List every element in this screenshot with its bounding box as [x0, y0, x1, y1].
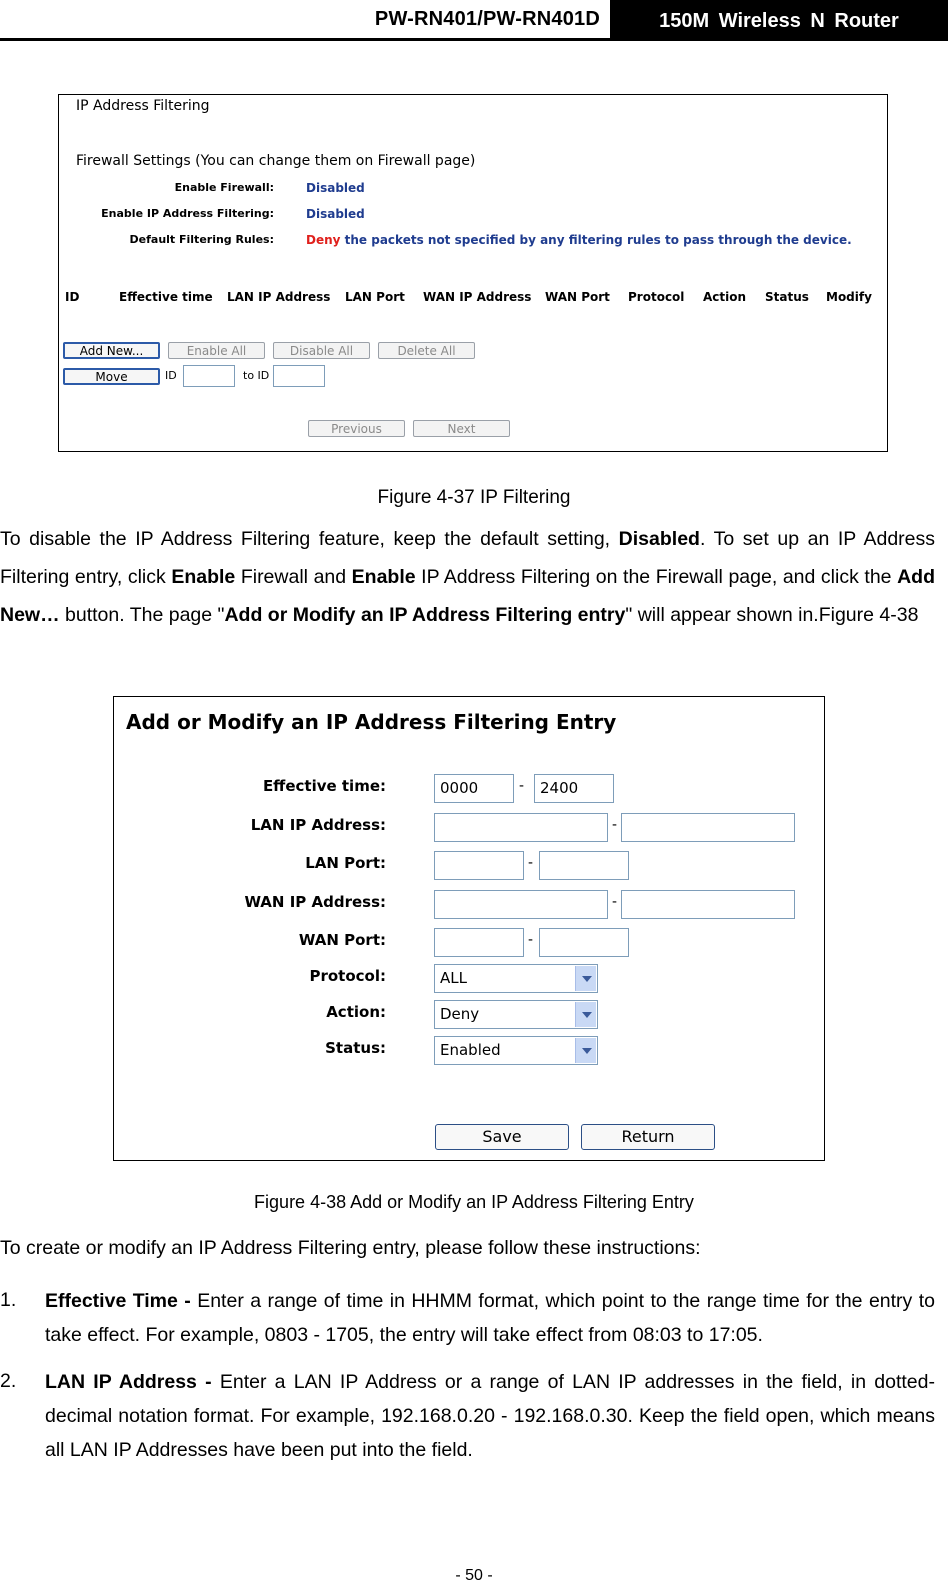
return-button[interactable]: Return — [581, 1124, 715, 1150]
model-name: PW-RN401/PW-RN401D — [374, 8, 600, 30]
col-wan-port: WAN Port — [545, 290, 610, 304]
para-text: " will appear shown in.Figure 4-38 — [625, 604, 919, 626]
chevron-down-icon[interactable] — [575, 1038, 596, 1063]
list-item-term: LAN IP Address - — [45, 1371, 220, 1393]
time-start-input[interactable]: 0000 — [434, 774, 514, 803]
para-text: . To set up an IP Address Filtering entry, click — [0, 528, 935, 588]
previous-button[interactable]: Previous — [308, 420, 405, 437]
action-label: Action: — [326, 1003, 386, 1021]
para-text: Firewall and — [235, 566, 352, 588]
lan-port-label: LAN Port: — [305, 854, 386, 872]
chevron-down-icon[interactable] — [575, 966, 596, 991]
move-to-id-input[interactable] — [273, 365, 325, 387]
lan-ip-start-input[interactable] — [434, 813, 608, 842]
move-button[interactable]: Move — [63, 368, 160, 385]
lan-port-end-input[interactable] — [539, 851, 629, 880]
enable-firewall-label: Enable Firewall: — [174, 181, 274, 194]
para-text: To disable the IP Address Filtering feature, keep the default setting, — [0, 528, 619, 550]
wan-ip-dash: - — [612, 893, 617, 910]
enable-ip-filtering-value: Disabled — [306, 207, 365, 221]
col-protocol: Protocol — [628, 290, 685, 304]
chevron-down-icon[interactable] — [575, 1002, 596, 1027]
page-number: - 50 - — [455, 1567, 493, 1584]
para-bold: Disabled — [618, 528, 700, 550]
col-action: Action — [703, 290, 747, 304]
instructions-intro: To create or modify an IP Address Filtering entry, please follow these instructions: — [0, 1237, 701, 1259]
para-bold: Enable — [171, 566, 236, 588]
entry-form-title: Add or Modify an IP Address Filtering Entry — [126, 710, 617, 734]
default-rules-label: Default Filtering Rules: — [129, 233, 274, 246]
move-from-id-input[interactable] — [183, 365, 235, 387]
col-wan-ip: WAN IP Address — [423, 290, 532, 304]
next-button[interactable]: Next — [413, 420, 510, 437]
add-new-button[interactable]: Add New... — [63, 342, 160, 359]
col-status: Status — [765, 290, 809, 304]
lan-ip-dash: - — [612, 816, 617, 833]
effective-time-label: Effective time: — [262, 777, 386, 795]
time-end-input[interactable]: 2400 — [534, 774, 614, 803]
action-value: Deny — [440, 1005, 480, 1023]
para-bold: Add New… — [0, 566, 935, 626]
default-rules-value — [306, 233, 852, 247]
list-item-effective-time — [45, 1284, 935, 1352]
panel-title: IP Address Filtering — [76, 98, 210, 114]
wan-port-dash: - — [528, 931, 533, 948]
figure-37-caption: Figure 4-37 IP Filtering — [377, 487, 571, 508]
status-label: Status: — [325, 1039, 386, 1057]
wan-ip-label: WAN IP Address: — [244, 893, 386, 911]
to-id-label: to ID — [243, 369, 270, 382]
col-lan-port: LAN Port — [345, 290, 405, 304]
save-button[interactable]: Save — [435, 1124, 569, 1150]
wan-port-start-input[interactable] — [434, 928, 524, 957]
lan-ip-end-input[interactable] — [621, 813, 795, 842]
list-item-term: Effective Time - — [45, 1290, 198, 1312]
delete-all-button[interactable]: Delete All — [378, 342, 475, 359]
enable-all-button[interactable]: Enable All — [168, 342, 265, 359]
action-select[interactable] — [434, 1000, 598, 1029]
protocol-value: ALL — [440, 969, 467, 987]
para-bold: Add or Modify an IP Address Filtering entry — [224, 604, 626, 626]
list-item-text: Enter a LAN IP Address or a range of LAN IP addresses in the field, in dotted-decimal notation format. For example, 192.168.0.20 - 192.168.0.30. Keep the field open, which means all LAN IP Addresses have been put into the field. — [45, 1371, 935, 1461]
status-select[interactable] — [434, 1036, 598, 1065]
disable-all-button[interactable]: Disable All — [273, 342, 370, 359]
list-item-lan-ip — [45, 1365, 935, 1467]
header-rule — [0, 38, 948, 41]
enable-firewall-value: Disabled — [306, 181, 365, 195]
para-text: IP Address Filtering on the Firewall page, and click the — [415, 566, 898, 588]
paragraph-intro — [0, 520, 935, 634]
protocol-select[interactable] — [434, 964, 598, 993]
id-label: ID — [165, 369, 177, 382]
wan-ip-start-input[interactable] — [434, 890, 608, 919]
para-bold: Enable — [351, 566, 416, 588]
lan-ip-label: LAN IP Address: — [250, 816, 386, 834]
wan-port-label: WAN Port: — [298, 931, 386, 949]
col-effective-time: Effective time — [119, 290, 213, 304]
firewall-settings-heading: Firewall Settings (You can change them on Firewall page) — [76, 153, 476, 169]
deny-text: Deny — [306, 233, 341, 247]
figure-38-caption: Figure 4-38 Add or Modify an IP Address Filtering Entry — [254, 1192, 694, 1212]
enable-ip-filtering-label: Enable IP Address Filtering: — [101, 207, 274, 220]
wan-port-end-input[interactable] — [539, 928, 629, 957]
list-item-number: 1. — [0, 1289, 17, 1311]
col-modify: Modify — [826, 290, 872, 304]
lan-port-start-input[interactable] — [434, 851, 524, 880]
wan-ip-end-input[interactable] — [621, 890, 795, 919]
ip-filtering-screenshot — [58, 94, 888, 452]
time-dash: - — [519, 777, 524, 794]
page-header — [0, 0, 948, 42]
col-id: ID — [65, 290, 80, 304]
protocol-label: Protocol: — [309, 967, 386, 985]
col-lan-ip: LAN IP Address — [227, 290, 331, 304]
list-item-text: Enter a range of time in HHMM format, which point to the range time for the entry to take effect. For example, 0803 - 1705, the entry will take effect from 08:03 to 17:05. — [45, 1290, 935, 1346]
lan-port-dash: - — [528, 854, 533, 871]
default-rules-text: the packets not specified by any filtering rules to pass through the device. — [340, 233, 852, 247]
status-value: Enabled — [440, 1041, 501, 1059]
list-item-number: 2. — [0, 1370, 17, 1392]
para-text: button. The page " — [59, 604, 225, 626]
add-modify-entry-screenshot — [113, 696, 825, 1161]
product-name: 150M Wireless N Router — [610, 0, 948, 40]
